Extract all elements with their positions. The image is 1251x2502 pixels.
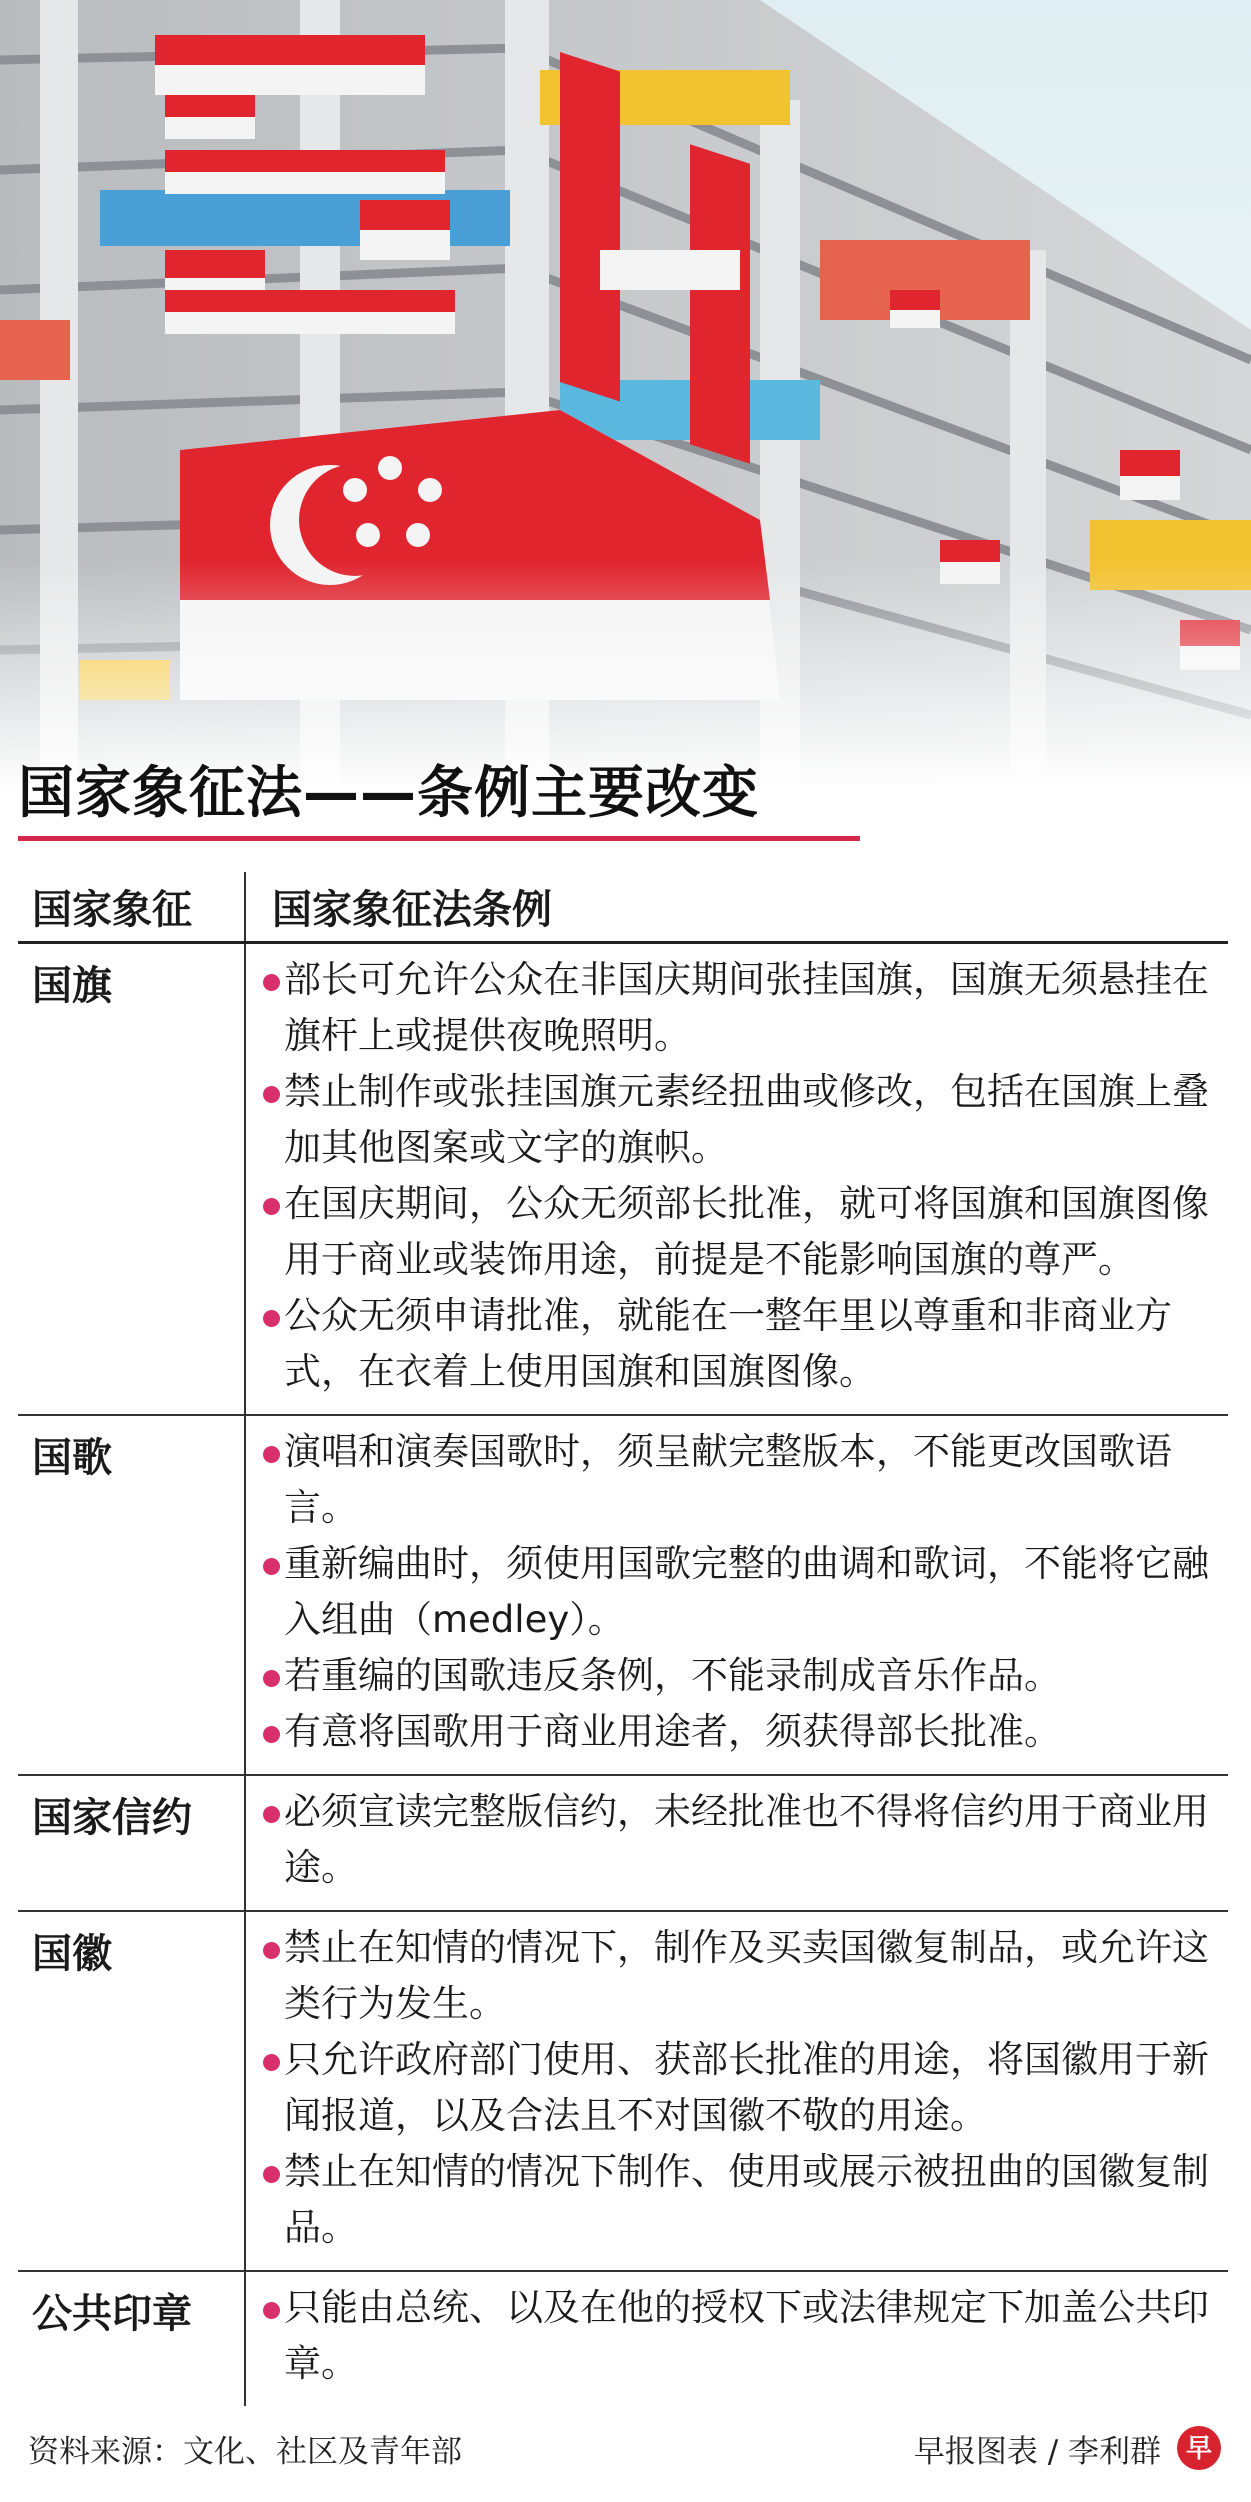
header-symbol: 国家象征 [32,887,192,933]
rule-item [260,2032,1228,2144]
bullet-dot-icon [260,1424,284,1480]
bullet-dot-icon [260,2144,284,2200]
bullet-dot-icon [260,1704,284,1760]
rule-text: 禁止在知情的情况下制作、使用或展示被扭曲的国徽复制品。 [284,2150,1209,2249]
rule-item [260,1288,1228,1400]
source-note: 资料来源：文化、社区及青年部 [28,2433,462,2470]
bullet-dot-icon [260,2032,284,2088]
bullet-dot-icon [260,1536,284,1592]
header-rules: 国家象征法条例 [244,872,1228,941]
table-row [18,1912,1228,2272]
row-rules [244,2272,1228,2406]
bullet-dot-icon [260,1064,284,1120]
bullet-dot-icon [260,1920,284,1976]
rule-text: 公众无须申请批准，就能在一整年里以尊重和非商业方式，在衣着上使用国旗和国旗图像。 [284,1294,1172,1393]
row-rules [244,1416,1228,1774]
rule-item [260,2144,1228,2256]
table-row [18,1416,1228,1776]
rule-text: 部长可允许公众在非国庆期间张挂国旗，国旗无须悬挂在旗杆上或提供夜晚照明。 [284,958,1209,1057]
row-rules [244,1776,1228,1910]
rule-item [260,1536,1228,1648]
rule-item [260,1648,1228,1704]
table-row [18,2272,1228,2406]
rule-item [260,1176,1228,1288]
table-row [18,944,1228,1416]
rule-text: 禁止制作或张挂国旗元素经扭曲或修改，包括在国旗上叠加其他图案或文字的旗帜。 [284,1070,1209,1169]
footer [0,2418,1251,2478]
hero-photo [0,0,1251,790]
row-symbol: 国家信约 [32,1795,192,1841]
table-body [18,944,1228,2406]
rule-text: 必须宣读完整版信约，未经批准也不得将信约用于商业用途。 [284,1790,1209,1889]
row-symbol: 国徽 [32,1931,112,1977]
row-symbol: 公共印章 [32,2291,192,2337]
rule-text: 有意将国歌用于商业用途者，须获得部长批准。 [284,1710,1061,1753]
headline-underline [18,836,860,841]
row-symbol: 国旗 [32,963,112,1009]
bullet-dot-icon [260,952,284,1008]
bullet-dot-icon [260,1784,284,1840]
bullet-dot-icon [260,1288,284,1344]
rule-text: 禁止在知情的情况下，制作及买卖国徽复制品，或允许这类行为发生。 [284,1926,1209,2025]
changes-table [18,872,1228,2406]
rule-item [260,1784,1228,1896]
rule-item [260,1064,1228,1176]
rule-text: 只能由总统、以及在他的授权下或法律规定下加盖公共印章。 [284,2286,1209,2385]
rule-item [260,2280,1228,2392]
rule-item [260,1920,1228,2032]
rule-text: 重新编曲时，须使用国歌完整的曲调和歌词，不能将它融入组曲（medley）。 [284,1542,1209,1641]
row-rules [244,1912,1228,2270]
building-flags-image [0,0,1251,790]
rule-text: 在国庆期间，公众无须部长批准，就可将国旗和国旗图像用于商业或装饰用途，前提是不能影响国旗的尊严。 [284,1182,1209,1281]
rule-text: 若重编的国歌违反条例，不能录制成音乐作品。 [284,1654,1061,1697]
graphic-credit: 早报图表 / 李利群 [913,2433,1161,2470]
table-header [18,872,1228,944]
rule-text: 只允许政府部门使用、获部长批准的用途，将国徽用于新闻报道，以及合法且不对国徽不敬的用途。 [284,2038,1209,2137]
bullet-dot-icon [260,1648,284,1704]
rule-item [260,1704,1228,1760]
zaobao-logo-icon [1177,2426,1221,2470]
headline: 国家象征法——条例主要改变 [18,761,759,826]
rule-item [260,1424,1228,1536]
bullet-dot-icon [260,2280,284,2336]
rule-item [260,952,1228,1064]
logo-glyph: 早 [1185,2434,1213,2464]
bullet-dot-icon [260,1176,284,1232]
row-rules [244,944,1228,1414]
rule-text: 演唱和演奏国歌时，须呈献完整版本，不能更改国歌语言。 [284,1430,1172,1529]
row-symbol: 国歌 [32,1435,112,1481]
table-row [18,1776,1228,1912]
